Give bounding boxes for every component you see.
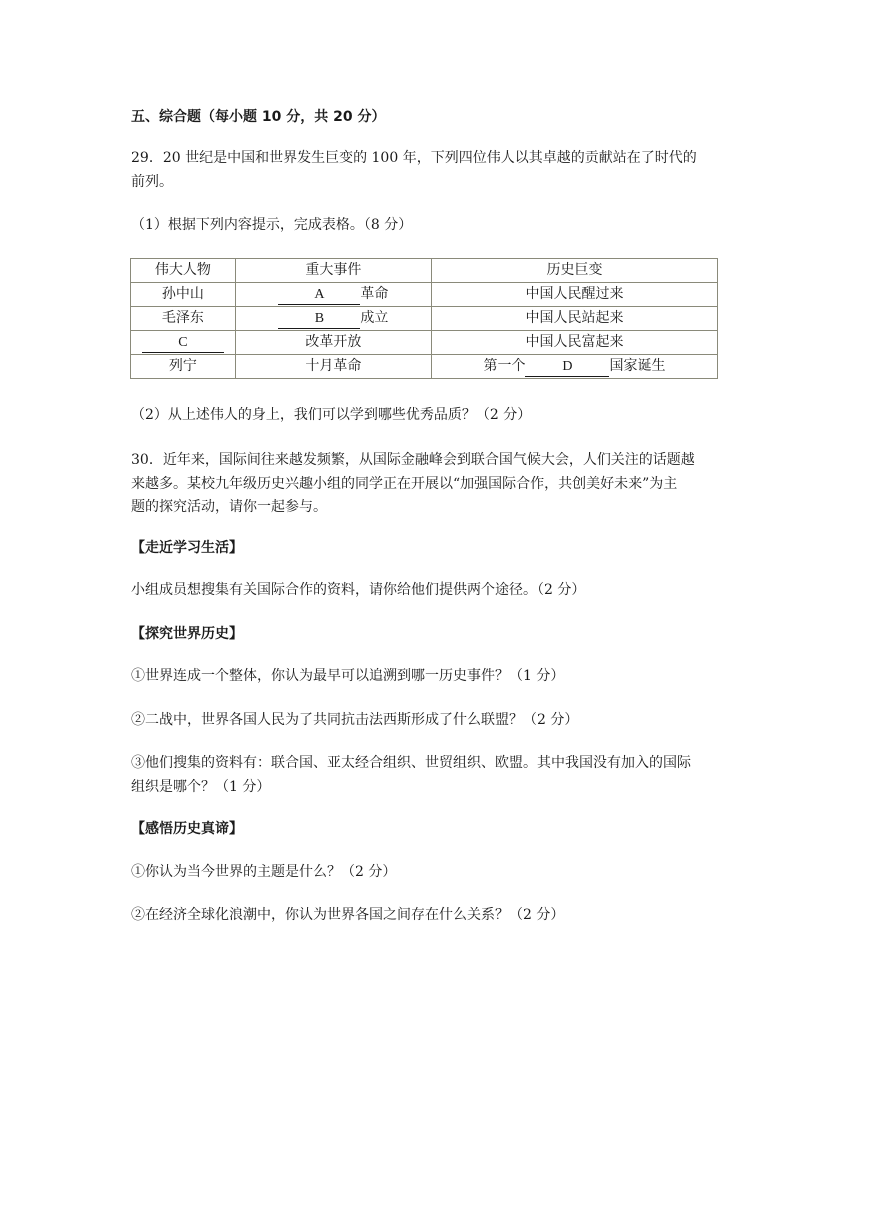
cell-change: 中国人民富起来 [431,331,717,355]
blank-b: B [278,310,360,329]
table-row [131,307,718,331]
cell-event: 改革开放 [235,331,431,355]
block3-question1: ①你认为当今世界的主题是什么？（2 分） [131,864,397,880]
q30-stem-line3: 题的探究活动，请你一起参与。 [131,499,327,515]
cell-change [431,355,717,379]
q29-part2: （2）从上述伟人的身上，我们可以学到哪些优秀品质？（2 分） [131,407,532,423]
events-table [130,258,718,379]
cell-change: 中国人民醒过来 [431,283,717,307]
table-header-row [131,259,718,283]
block2-question2: ②二战中，世界各国人民为了共同抗击法西斯形成了什么联盟？（2 分） [131,712,579,728]
q29-part1: （1）根据下列内容提示，完成表格。（8 分） [131,217,413,233]
block2-question1: ①世界连成一个整体，你认为最早可以追溯到哪一历史事件？（1 分） [131,668,565,684]
cell-person: 毛泽东 [131,307,236,331]
change-suffix: 国家诞生 [609,358,666,374]
event-suffix: 革命 [360,286,389,302]
block2-question3-line1: ③他们搜集的资料有：联合国、亚太经合组织、世贸组织、欧盟。其中我国没有加入的国际 [131,755,691,771]
cell-change: 中国人民站起来 [431,307,717,331]
cell-person: 列宁 [131,355,236,379]
table-row [131,331,718,355]
block2-question3-line2: 组织是哪个？（1 分） [131,779,271,795]
q29-stem-line1: 29．20 世纪是中国和世界发生巨变的 100 年，下列四位伟人以其卓越的贡献站在了时代的 [131,150,697,166]
cell-event: 十月革命 [235,355,431,379]
section-title: 五、综合题（每小题 10 分，共 20 分） [131,109,386,125]
blank-c: C [142,334,224,353]
event-suffix: 成立 [360,310,389,326]
header-event: 重大事件 [235,259,431,283]
cell-person: 孙中山 [131,283,236,307]
block3-question2: ②在经济全球化浪潮中，你认为世界各国之间存在什么关系？（2 分） [131,907,565,923]
block3-title: 【感悟历史真谛】 [131,821,243,837]
blank-a: A [278,286,360,305]
q29-stem-line2: 前列。 [131,174,173,190]
cell-event [235,307,431,331]
q30-stem-line2: 来越多。某校九年级历史兴趣小组的同学正在开展以“加强国际合作，共创美好未来”为主 [131,476,678,492]
block1-title: 【走近学习生活】 [131,540,243,556]
table-row [131,355,718,379]
block2-title: 【探究世界历史】 [131,626,243,642]
q30-stem-line1: 30．近年来，国际间往来越发频繁，从国际金融峰会到联合国气候大会，人们关注的话题越 [131,452,695,468]
table-row [131,283,718,307]
cell-person [131,331,236,355]
change-prefix: 第一个 [483,358,526,374]
blank-d: D [525,358,609,377]
header-change: 历史巨变 [431,259,717,283]
cell-event [235,283,431,307]
header-person: 伟大人物 [131,259,236,283]
block1-question: 小组成员想搜集有关国际合作的资料，请你给他们提供两个途径。（2 分） [131,582,586,598]
